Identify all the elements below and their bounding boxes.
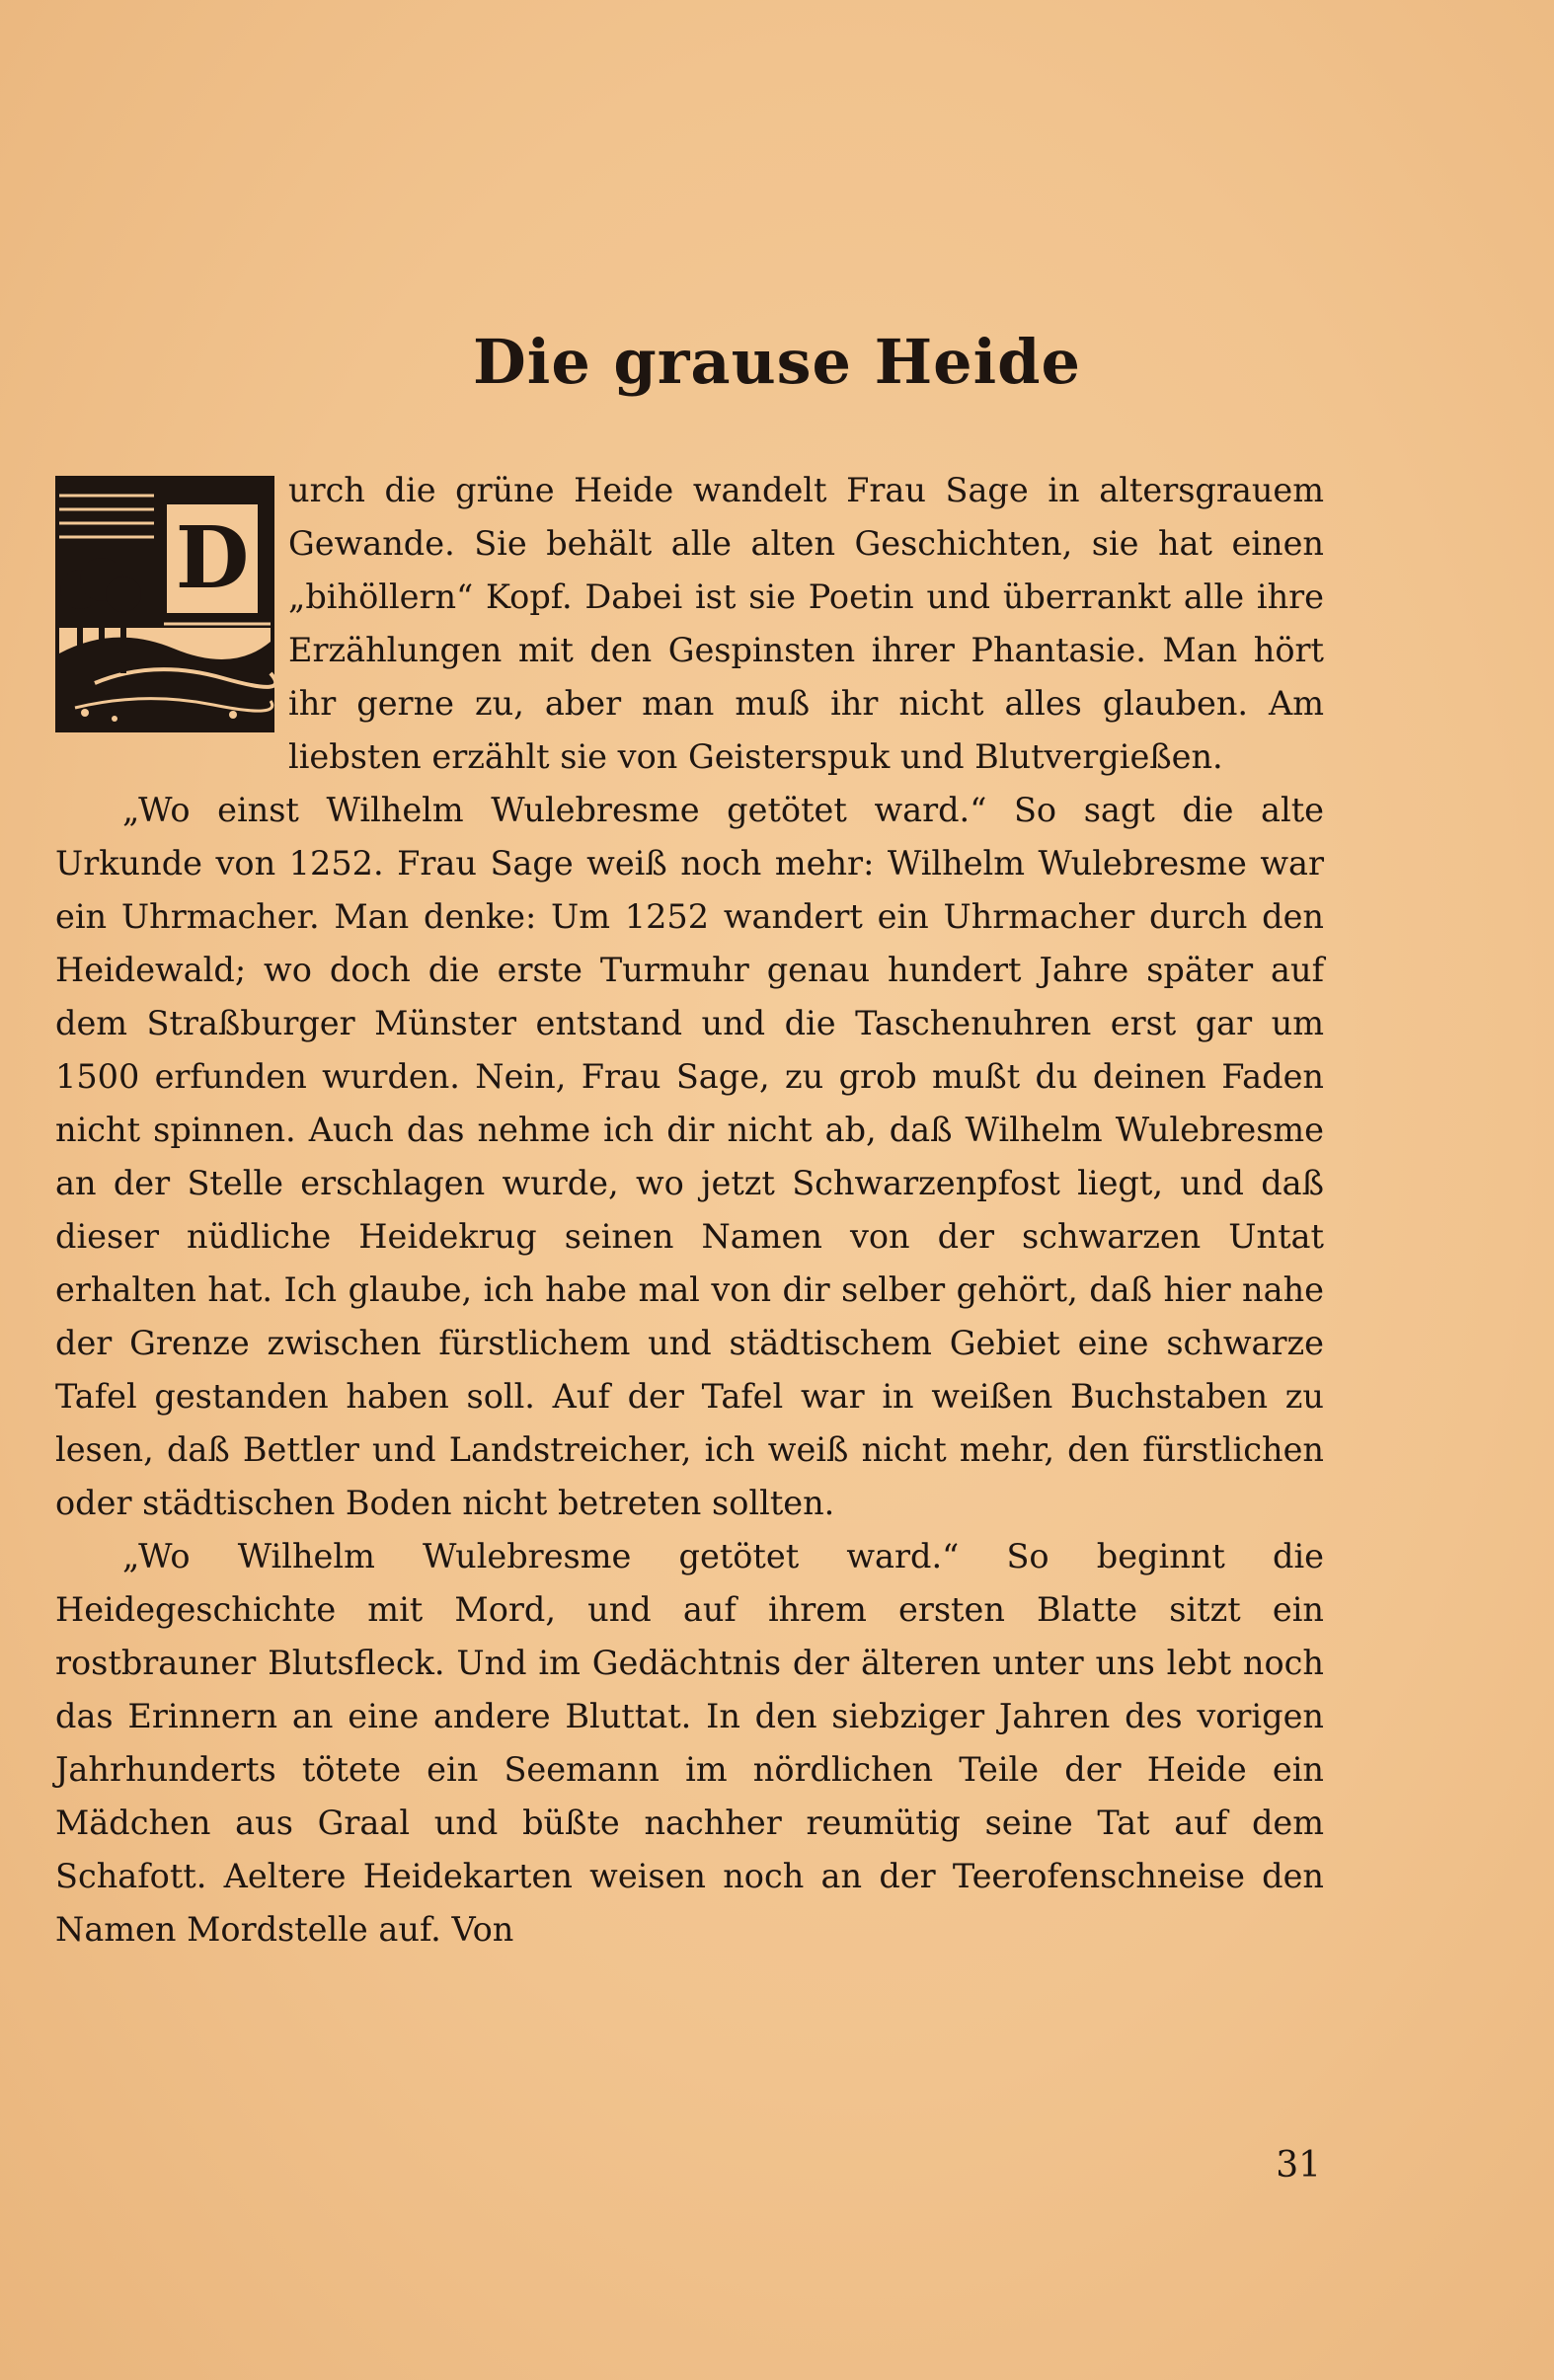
decorated-initial: [55, 476, 274, 732]
paragraph-1-text: urch die grüne Heide wandelt Frau Sage in altersgrauem Gewande. Sie behält alle alten Geschichten, sie hat einen „bihöllern“ Kopf. Dabei ist sie Poetin und überrankt alle ihre Erzählungen mit den Gespinsten ihrer Phantasie. Man hört ihr gerne zu, aber man muß ihr nicht alles glauben. Am liebsten erzählt sie von Geisterspuk und Blutvergießen.: [288, 471, 1324, 776]
page-number: 31: [1276, 2145, 1321, 2186]
paragraph-2: „Wo einst Wilhelm Wulebresme getötet ward.“ So sagt die alte Urkunde von 1252. Frau Sage weiß noch mehr: Wilhelm Wulebresme war ein Uhrmacher. Man denke: Um 1252 wandert ein Uhrmacher durch den Heidewald; wo doch die erste Turmuhr genau hundert Jahre später auf dem Straßburger Münster entstand und die Taschenuhren erst gar um 1500 erfunden wurden. Nein, Frau Sage, zu grob mußt du deinen Faden nicht spinnen. Auch das nehme ich dir nicht ab, daß Wilhelm Wulebresme an der Stelle erschlagen wurde, wo jetzt Schwarzenpfost liegt, und daß dieser nüdliche Heidekrug seinen Namen von der schwarzen Untat erhalten hat. Ich glaube, ich habe mal von dir selber gehört, daß hier nahe der Grenze zwischen fürstlichem und städtischem Gebiet eine schwarze Tafel gestanden haben soll. Auf der Tafel war in weißen Buchstaben zu lesen, daß Bettler und Landstreicher, ich weiß nicht mehr, den fürstlichen oder städtischen Boden nicht betreten sollten.: [55, 791, 1324, 1522]
chapter-title: Die grause Heide: [473, 326, 1081, 398]
paragraph-1: [55, 464, 1324, 784]
drop-cap-letter: D: [164, 501, 261, 616]
body-text: [55, 464, 1324, 1957]
paragraph-3: „Wo Wilhelm Wulebresme getötet ward.“ So beginnt die Heidegeschichte mit Mord, und auf ihrem ersten Blatte sitzt ein rostbrauner Blutsfleck. Und im Gedächtnis der älteren unter uns lebt noch das Erinnern an eine andere Bluttat. In den siebziger Jahren des vorigen Jahrhunderts tötete ein Seemann im nördlichen Teile der Heide ein Mädchen aus Graal und büßte nachher reumütig seine Tat auf dem Schafott. Aeltere Heidekarten weisen noch an der Teerofenschneise den Namen Mordstelle auf. Von: [55, 1537, 1324, 1949]
